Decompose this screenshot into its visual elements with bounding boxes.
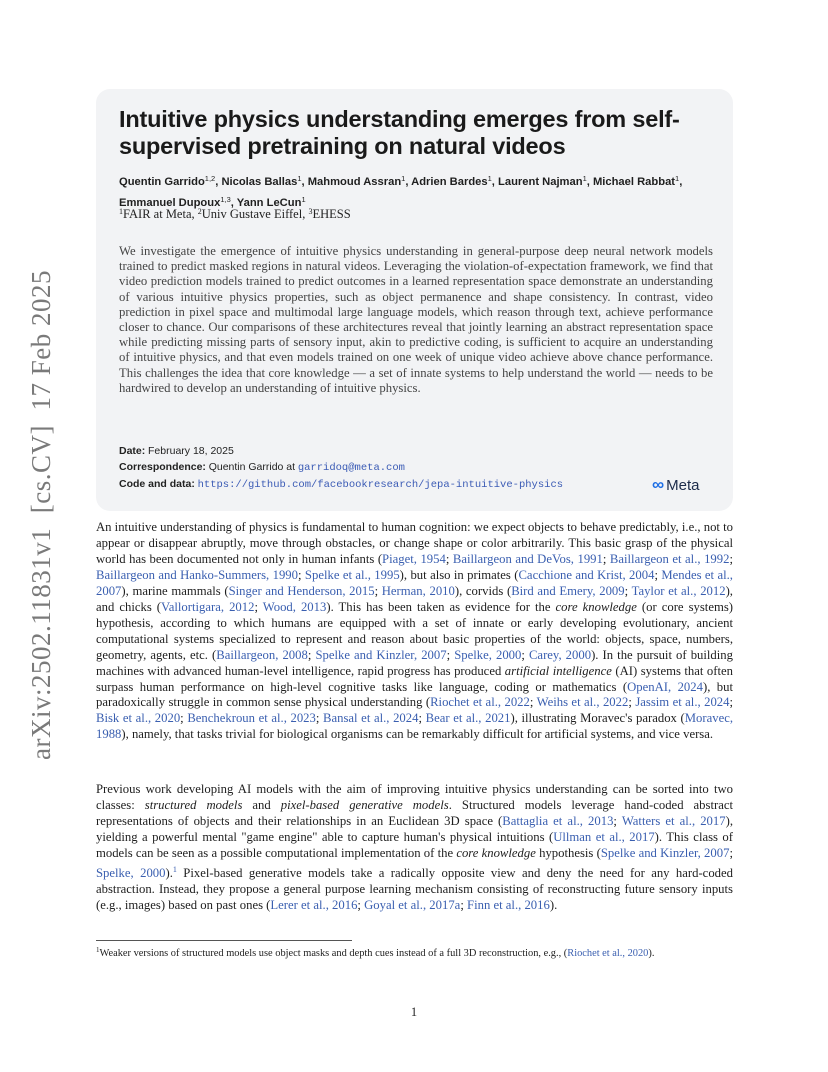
date-line: [119, 443, 719, 459]
citation-link[interactable]: Moravec, 1988: [96, 711, 734, 742]
correspondence-name: Quentin Garrido at: [208, 461, 296, 473]
author-list: Quentin Garrido$^{1,2}$, Nicolas Ballas$^1$, Mahmoud Assran$^1$, Adrien Bardes$^1$, Laurent Najman$^1$, Michael Rabbat$^1$, Emmanuel Dupoux$^{1,3}$, Yann LeCun$^1$: [119, 174, 683, 209]
citation-link[interactable]: Spelke et al., 1995: [304, 567, 400, 582]
citation-link[interactable]: Finn et al., 2016: [467, 897, 550, 912]
author-name: Nicolas Ballas$^1$: [221, 174, 302, 188]
body-text-run: ;: [180, 711, 188, 726]
meta-logo-text: Meta: [666, 476, 700, 494]
abstract: We investigate the emergence of intuitive physics understanding in general-purpose deep neural network models trained to predict masked regions in natural videos. Leveraging the violation-of-expectation framework, we find that video prediction models trained to predict outcomes in a learned representation space demonstrate an understanding of various intuitive physics properties, such as object permanence and shape consistency. In contrast, video prediction in pixel space and multimodal large language models, which reason through text, achieve performance closer to chance. Our comparisons of these architectures reveal that jointly learning an abstract representation space while predicting missing parts of sensory input, akin to predictive coding, is sufficient to acquire an understanding of intuitive physics, and that even models trained on one week of unique video achieve above chance performance. This challenges the idea that core knowledge — a set of innate systems to help understand the world — needs to be hardwired to develop an understanding of intuitive physics.: [119, 244, 713, 395]
author-name: Quentin Garrido$^{1,2}$: [119, 174, 216, 188]
author-affiliation-marker: 1: [297, 174, 302, 183]
author-affiliation-marker: 1: [301, 195, 306, 204]
body-text-run: ).: [549, 897, 558, 912]
body-text-run: and: [242, 797, 281, 812]
correspondence-label: Correspondence:: [119, 461, 206, 473]
affiliation-marker: 1: [119, 207, 123, 216]
citation-link[interactable]: Bear et al., 2021: [425, 711, 511, 726]
body-text-run: ;: [374, 583, 382, 598]
correspondence-line: [119, 459, 719, 476]
author-affiliation-marker: 1,3: [220, 195, 231, 204]
citation-link[interactable]: Piaget, 1954: [382, 551, 446, 566]
citation-link[interactable]: Carey, 2000: [528, 647, 592, 662]
author-affiliation-marker: 1: [582, 174, 587, 183]
page-number: 1: [410, 1005, 418, 1019]
footnote-marker: 1: [96, 946, 100, 954]
meta-infinity-icon: ∞: [652, 475, 662, 494]
footnote-ref-link[interactable]: 1: [172, 864, 177, 874]
arxiv-side-stamp: arXiv:2502.11831v1 [cs.CV] 17 Feb 2025: [26, 270, 56, 760]
body-text-run: (or core systems) hypothesis, according to which humans are equipped with a set of innate or early developing evolutionary, ancient computational systems specialized to represent and reason about basic properties of the world: objects, space, numbers, geometry, agents, etc. (: [96, 599, 733, 662]
body-text-run: An intuitive understanding of physics is fundamental to human cognition: we expect objects to behave predictably, i.e., not to appear or disappear abruptly, move through obstacles, or change shape or color arbitrarily. This basic grasp of the physical world has been documented not only in human infants (: [96, 520, 733, 566]
body-text-run: ). In the pursuit of building machines with advanced human-level intelligence, rapid progress has produced: [96, 647, 733, 678]
citation-link[interactable]: Bansal et al., 2024: [323, 711, 419, 726]
affiliation-marker: 2: [197, 207, 202, 216]
body-text-run: ), namely, that tasks trivial for biological organisms can be remarkably difficult for artificial systems, and vice versa.: [121, 727, 714, 742]
body-text-run: ;: [446, 647, 455, 662]
code-line: [119, 476, 719, 493]
body-text-run: ).: [165, 866, 173, 880]
body-text-run: hypothesis (: [535, 845, 601, 860]
body-text-run: ;: [624, 583, 632, 598]
emphasis-text: core knowledge: [456, 845, 536, 860]
footnote: [96, 944, 733, 961]
body-text-run: ;: [298, 567, 305, 582]
citation-link[interactable]: Herman, 2010: [381, 583, 455, 598]
intro-paragraph-2: [96, 782, 733, 914]
body-text-run: ;: [729, 695, 734, 710]
body-text-run: ;: [602, 551, 610, 566]
intro-paragraph-1: [96, 520, 733, 743]
code-url-link[interactable]: https://github.com/facebookresearch/jepa-intuitive-physics: [197, 479, 564, 491]
citation-link[interactable]: Goyal et al., 2017a: [364, 897, 461, 912]
emphasis-text: artificial intelligence: [504, 663, 612, 678]
affiliations: $^1$FAIR at Meta, $^2$Univ Gustave Eiffel, $^3$EHESS: [119, 207, 351, 221]
date-value: February 18, 2025: [148, 445, 234, 457]
body-text-run: ;: [254, 599, 263, 614]
citation-link[interactable]: Wood, 2013: [262, 599, 327, 614]
citation-link[interactable]: Bird and Emery, 2009: [511, 583, 625, 598]
affiliation-name: EHESS: [312, 207, 351, 221]
body-text-run: ;: [529, 695, 537, 710]
footnote-divider: [96, 940, 352, 941]
citation-link[interactable]: Jassim et al., 2024: [635, 695, 730, 710]
body-text-run: ;: [357, 897, 365, 912]
footnote-end: ).: [648, 948, 655, 959]
affiliation-name: FAIR at Meta: [123, 207, 192, 221]
author-affiliation-marker: 1: [401, 174, 406, 183]
citation-link[interactable]: Baillargeon, 2008: [216, 647, 308, 662]
author-affiliation-marker: 1: [675, 174, 680, 183]
body-text-run: ), corvids (: [454, 583, 512, 598]
body-text-run: ;: [613, 813, 622, 828]
citation-link[interactable]: Baillargeon and DeVos, 1991: [452, 551, 603, 566]
author-name: Yann LeCun$^1$: [236, 195, 306, 209]
body-text-run: ;: [654, 567, 662, 582]
citation-link[interactable]: OpenAI, 2024: [627, 679, 703, 694]
body-text-run: ), but also in primates (: [399, 567, 519, 582]
citation-link[interactable]: Benchekroun et al., 2023: [187, 711, 316, 726]
author-affiliation-marker: 1: [487, 174, 492, 183]
body-text-run: ), and chicks (: [96, 583, 733, 614]
emphasis-text: structured models: [144, 797, 243, 812]
code-label: Code and data:: [119, 478, 195, 490]
body-text-run: ;: [521, 647, 529, 662]
body-text-run: ;: [460, 897, 468, 912]
body-text-run: ;: [418, 711, 426, 726]
body-text-run: . Structured models leverage hand-coded abstract representations of objects and their relationships in an Euclidean 3D space (: [96, 797, 733, 828]
correspondence-email-link[interactable]: garridoq@meta.com: [297, 462, 405, 474]
author-name: Emmanuel Dupoux$^{1,3}$: [119, 195, 231, 209]
citation-link[interactable]: Riochet et al., 2022: [430, 695, 530, 710]
date-label: Date:: [119, 445, 146, 457]
body-text-run: ;: [315, 711, 324, 726]
citation-link[interactable]: Ullman et al., 2017: [553, 829, 655, 844]
body-text-run: ). This has been taken as evidence for the: [326, 599, 556, 614]
author-name: Adrien Bardes$^1$: [411, 174, 492, 188]
body-text-run: (AI) systems that often surpass human performance on high-level cognitive tasks like language, coding or mathematics (: [96, 663, 733, 694]
citation-link[interactable]: Spelke and Kinzler, 2007: [600, 845, 730, 860]
citation-link[interactable]: Bisk et al., 2020: [96, 711, 181, 726]
author-affiliation-marker: 1,2: [204, 174, 216, 183]
body-text-run: ;: [729, 845, 733, 860]
affiliation-name: Univ Gustave Eiffel: [201, 207, 303, 221]
body-text-run: Pixel-based generative models take a radically opposite view and deny the need for any hard-coded abstraction. Instead, they propose a general purpose learning mechanism consisting of reconstructing future sensory inputs (e.g., images) based on past ones (: [96, 866, 733, 912]
citation-link[interactable]: Battaglia et al., 2013: [502, 813, 614, 828]
citation-link[interactable]: Spelke and Kinzler, 2007: [315, 647, 447, 662]
citation-link[interactable]: Singer and Henderson, 2015: [228, 583, 375, 598]
author-name: Mahmoud Assran$^1$: [307, 174, 406, 188]
author-name: Michael Rabbat$^1$: [592, 174, 680, 188]
citation-link[interactable]: Lerer et al., 2016: [270, 897, 358, 912]
citation-link[interactable]: Vallortigara, 2012: [161, 599, 255, 614]
citation-link[interactable]: Mendes et al., 2007: [96, 567, 733, 598]
body-text-run: ), marine mammals (: [121, 583, 229, 598]
footnote-text: Weaker versions of structured models use object masks and depth cues instead of a full 3D reconstruction, e.g., (: [99, 948, 568, 959]
emphasis-text: core knowledge: [555, 599, 637, 614]
citation-link[interactable]: Taylor et al., 2012: [631, 583, 726, 598]
body-text-run: ;: [307, 647, 316, 662]
affiliation-marker: 3: [308, 207, 313, 216]
body-text-run: ). This class of models can be seen as a possible computational implementation of the: [96, 829, 733, 860]
citation-link[interactable]: Watters et al., 2017: [621, 813, 726, 828]
paper-title: Intuitive physics understanding emerges from self-supervised pretraining on natural videos: [119, 106, 680, 159]
emphasis-text: pixel-based generative models: [280, 797, 449, 812]
paper-metadata: [119, 443, 719, 493]
citation-link[interactable]: Weihs et al., 2022: [536, 695, 629, 710]
citation-link[interactable]: Spelke, 2000: [96, 866, 166, 880]
body-text-run: ), yielding a powerful mental "game engine" able to capture human's physical intuitions (: [96, 813, 733, 844]
citation-link[interactable]: Spelke, 2000: [454, 647, 522, 662]
body-text-run: ), but paradoxically struggle in common sense physical understanding (: [96, 679, 733, 710]
body-text-run: ;: [445, 551, 453, 566]
citation-link[interactable]: Baillargeon and Hanko-Summers, 1990: [96, 567, 298, 582]
meta-logo: [652, 475, 699, 495]
body-text-run: ;: [729, 551, 733, 566]
body-text-run: Previous work developing AI models with the aim of improving intuitive physics understanding can be sorted into two classes:: [96, 782, 733, 812]
citation-link[interactable]: Cacchione and Krist, 2004: [518, 567, 655, 582]
body-text-run: ), illustrating Moravec's paradox (: [510, 711, 685, 726]
body-text-run: ;: [628, 695, 636, 710]
footnote-citation-link[interactable]: Riochet et al., 2020: [567, 948, 649, 959]
author-name: Laurent Najman$^1$: [498, 174, 587, 188]
citation-link[interactable]: Baillargeon et al., 1992: [609, 551, 730, 566]
